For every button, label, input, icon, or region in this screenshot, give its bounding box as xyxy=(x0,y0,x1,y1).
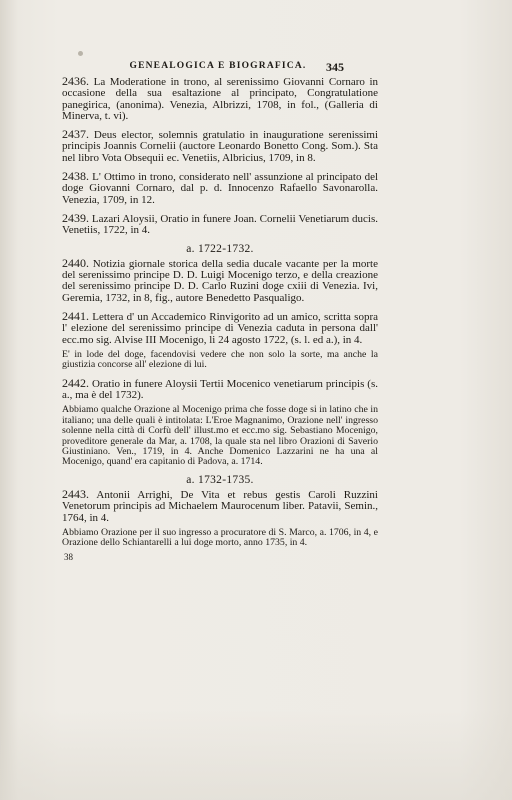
page-shadow xyxy=(0,710,512,800)
note-2442: Abbiamo qualche Orazione al Mocenigo prima che fosse doge si in latino che in italiano; una delle quali è intitolata: L'Eroe Magnanimo, Orazione nell' ingresso solenne nella città di Corfù dell' illust.mo et ecc.mo sig. Sebastiano Mocenigo, proveditore generale da Mar, a. 1708, la quale sta nel libro Orazioni di Saverio Giustiniano. Ven., 1719, in 4. Anche Domenico Lazzarini ne ha una al Mocenigo, quand' era capitanio di Padova, a. 1714. xyxy=(62,404,378,468)
entry-2436: 2436. La Moderatione in trono, al serenissimo Giovanni Cornaro in occasione della sua esaltazione al principato, Congratulatione panegirica, (anonima). Venezia, Albrizzi, 1708, in fol., (Galleria di Minerva, t. vi). xyxy=(62,74,379,122)
section-heading-1722-1732: a. 1722-1732. xyxy=(186,242,254,255)
entry-2437: 2437. Deus elector, solemnis gratulatio in inauguratione serenissimi principis Joannis Cornelii (auctore Leonardo Bonetto Cong. Som.). Sta nel libro Vota Obsequii ec. Venetiis, Albricius, 1709, in 8. xyxy=(62,127,379,164)
note-2441: E' in lode del doge, facendovisi vedere che non solo la sorte, ma anche la giustizia concorse all' elezione di lui. xyxy=(62,348,378,371)
page-number: 345 xyxy=(326,60,344,74)
entry-2438: 2438. L' Ottimo in trono, considerato nell' assunzione al principato del doge Giovanni Cornaro, dal p. d. Innocenzo Rafaello Savonarolla. Venezia, 1709, in 12. xyxy=(62,169,379,206)
signature-mark: 38 xyxy=(64,551,73,562)
entry-2439: 2439. Lazari Aloysii, Oratio in funere Joan. Cornelii Venetiarum ducis. Venetiis, 1722, in 4. xyxy=(62,210,379,237)
section-heading-1732-1735: a. 1732-1735. xyxy=(186,473,254,486)
running-title: GENEALOGICA E BIOGRAFICA. xyxy=(129,61,307,71)
entry-2440: 2440. Notizia giornale storica della sedia ducale vacante per la morte del serenissimo principe D. D. Luigi Mocenigo terzo, e della creazione del serenissimo principe D. D. Carlo Ruzini doge cxiii di Venezia. Ivi, Geremia, 1732, in 8, fig., autore Benedetto Pasqualigo. xyxy=(62,255,378,304)
entry-2443: 2443. Antonii Arrighi, De Vita et rebus gestis Caroli Ruzzini Venetorum principis ad Michaelem Maurocenum liber. Patavii, Semin., 1764, in 4. xyxy=(62,487,378,524)
page-header xyxy=(0,61,512,75)
paper-blemish xyxy=(78,51,83,56)
entry-2441: 2441. Lettera d' un Accademico Rinvigorito ad un amico, scritta sopra l' elezione del serenissimo principe di Venezia caduta in persona dall' ecc.mo sig. Alvise III Mocenigo, li 24 agosto 1722, (s. l. ed a.), in 4. xyxy=(62,309,379,346)
note-2443: Abbiamo Orazione per il suo ingresso a procuratore di S. Marco, a. 1706, in 4, e Orazione dello Schiantarelli a lui doge morto, anno 1735, in 4. xyxy=(62,526,378,549)
page-body xyxy=(62,76,378,563)
entry-2442: 2442. Oratio in funere Aloysii Tertii Mocenico venetiarum principis (s. a., ma è del 1732). xyxy=(62,375,379,402)
